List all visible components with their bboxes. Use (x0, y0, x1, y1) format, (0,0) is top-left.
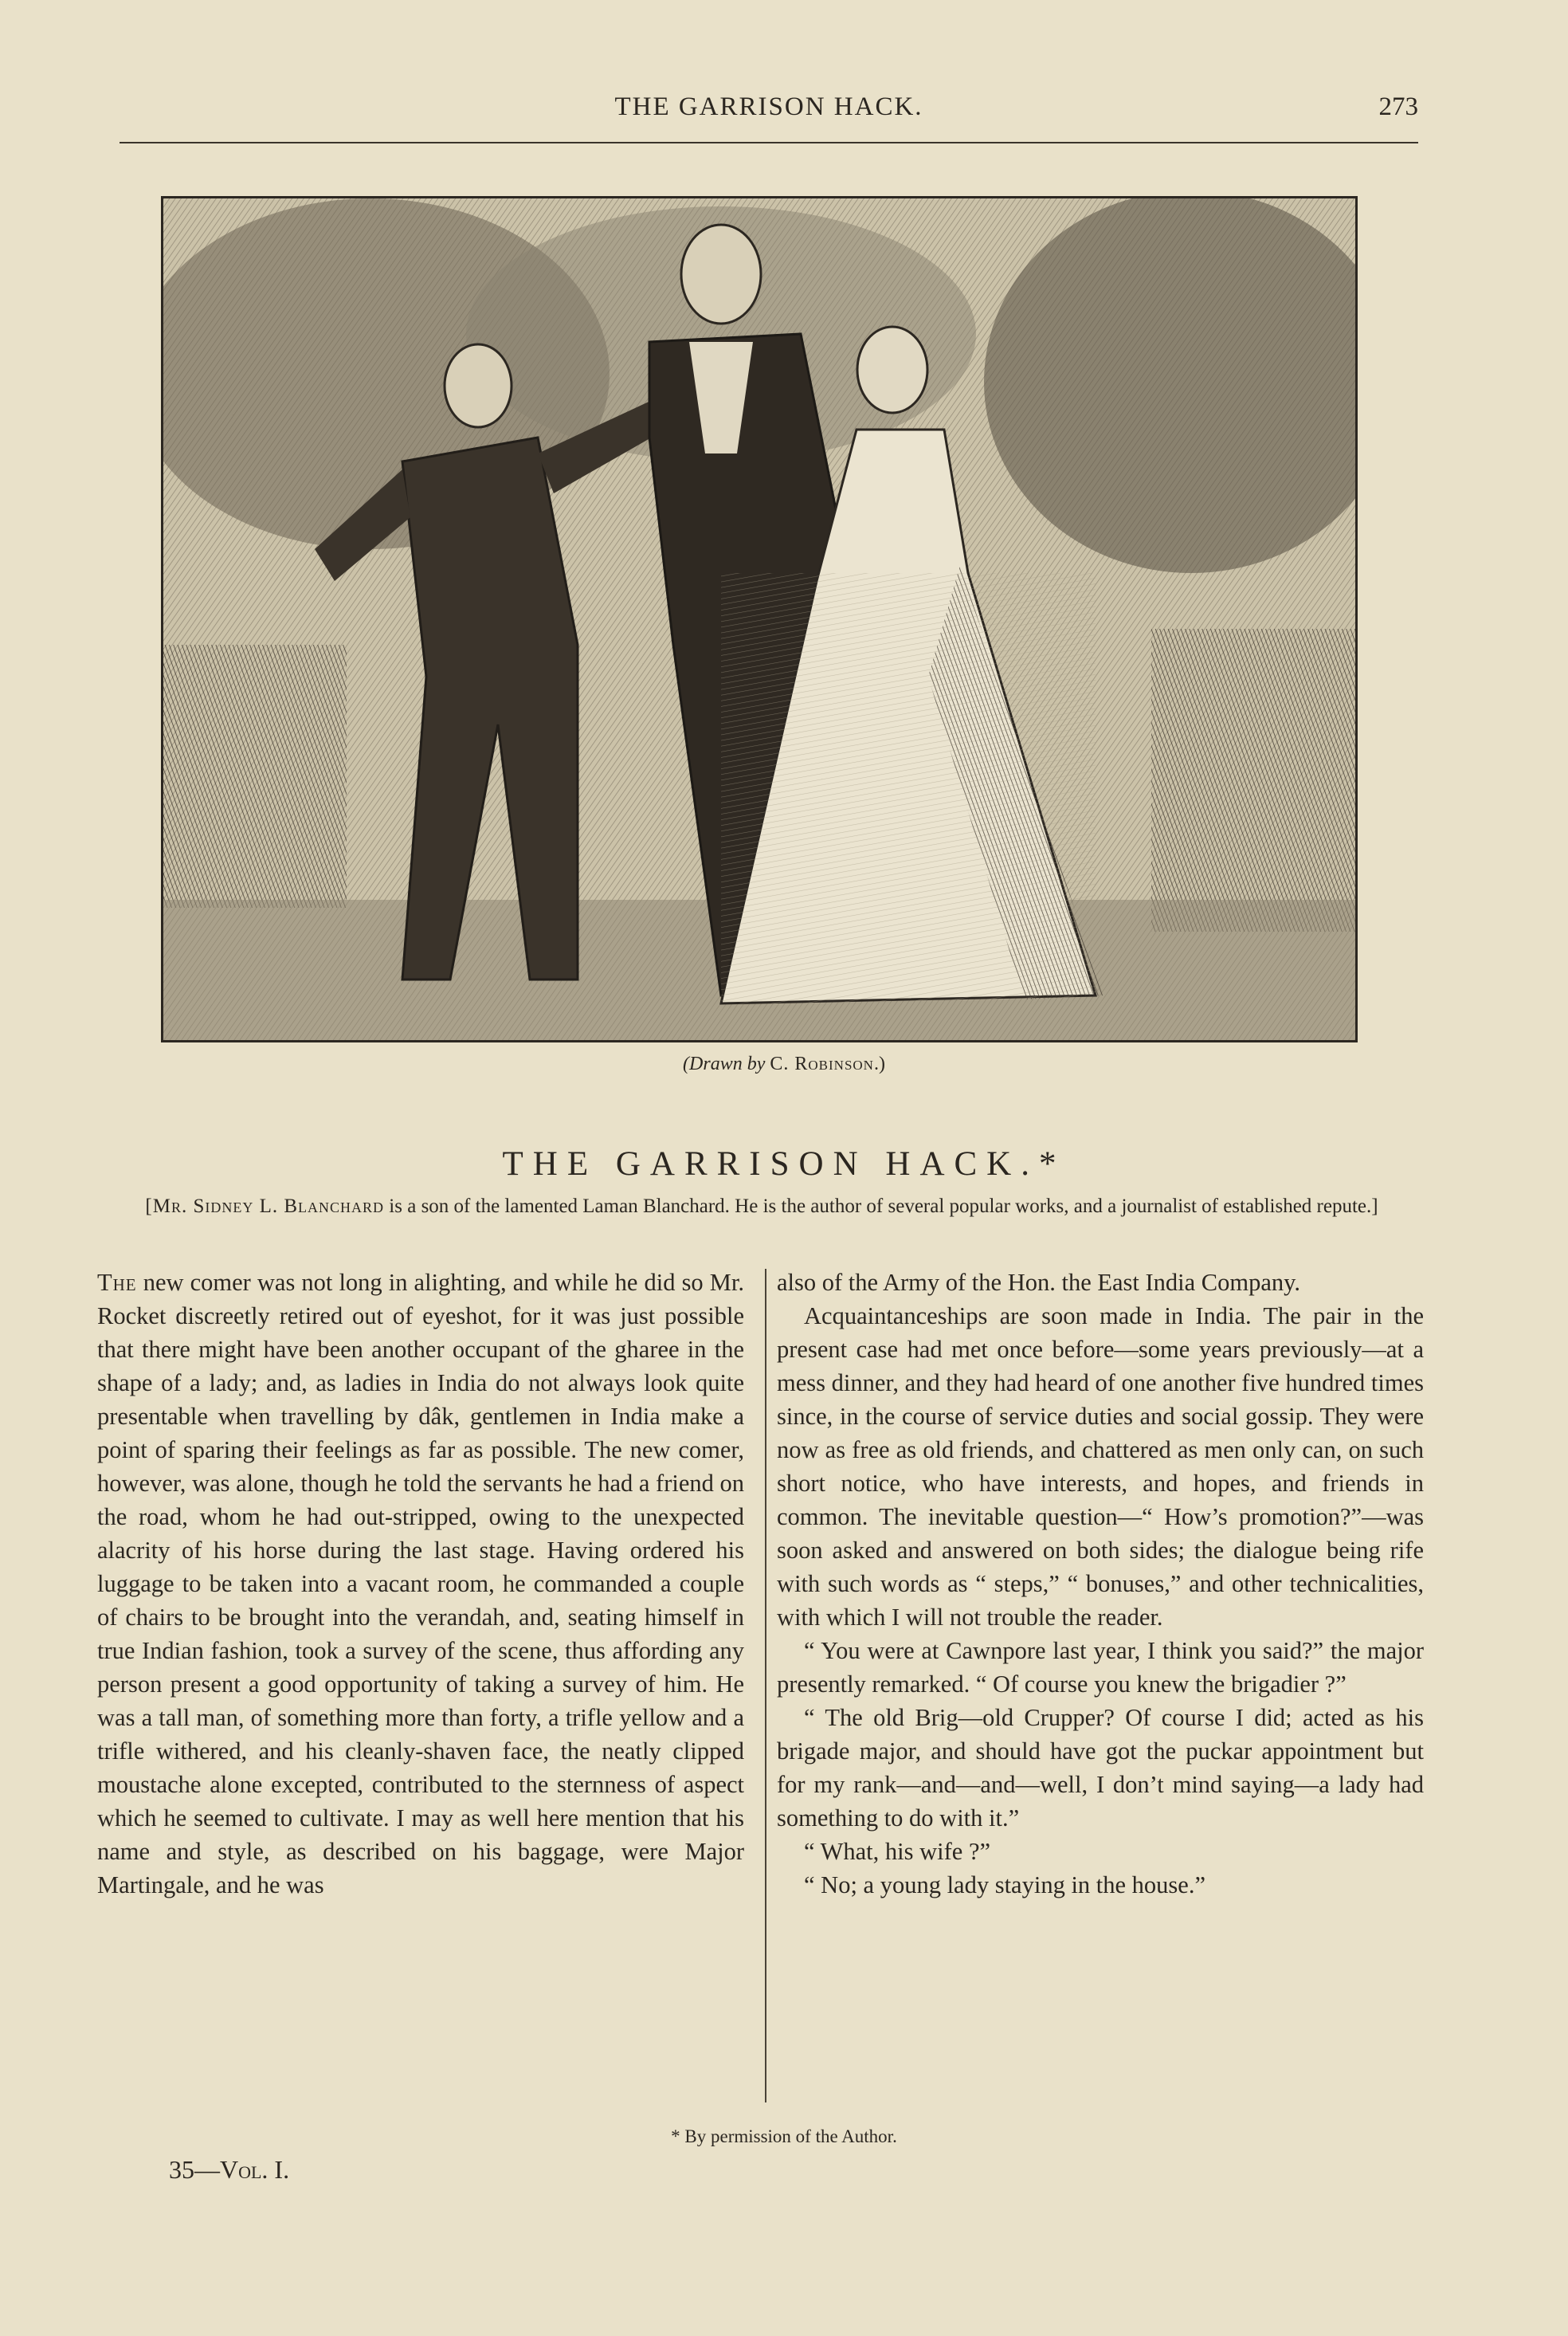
credit-prefix: (Drawn by (683, 1054, 766, 1074)
credit-suffix: .) (873, 1054, 885, 1074)
paragraph: “ What, his wife ?” (804, 1838, 991, 1865)
paragraph: Acquaintanceships are soon made in India. The pair in the present case had met once before—some years previously—at a mess dinner, and they had heard of one another five hundred times since, in the course of service duties and social gossip. They were now as free as old friends, and chattered as men only can, on such short notice, who have interests, and hopes, and friends in common. The inevitable question—“ How’s promotion?”—was soon asked and answered on both sides; the dialogue being rife with such words as “ steps,” “ bonuses,” and other technicalities, with which I will not trouble the reader. (777, 1302, 1424, 1631)
paragraph (97, 1266, 744, 1902)
illustration-credit (0, 1054, 1568, 1075)
intro-text: is a son of the lamented Laman Blanchard. He is the author of several popular works, and a journalist of established repute.] (384, 1195, 1378, 1217)
right-column (777, 1266, 1424, 1902)
running-head (120, 92, 1418, 132)
credit-name: C. Robinson (770, 1054, 874, 1074)
paragraph: “ The old Brig—old Crupper? Of course I did; acted as his brigade major, and should have got the puckar appointment but for my rank—and—and—well, I don’t mind saying—a lady had something to do with it.” (777, 1704, 1424, 1832)
header-rule (120, 142, 1418, 143)
column-rule (765, 1269, 766, 2102)
signature-number: 35— (169, 2155, 220, 2184)
paragraph: “ You were at Cawnpore last year, I think you said?” the major presently remarked. “ Of course you knew the brigadier ?” (777, 1637, 1424, 1698)
signature-volume: Vol. I. (220, 2155, 290, 2184)
signature-mark (169, 2155, 289, 2185)
engraving-illustration (161, 196, 1358, 1042)
left-column (97, 1266, 744, 1902)
running-title: THE GARRISON HACK. (614, 92, 923, 121)
intro-author: [Mr. Sidney L. Blanchard (145, 1195, 385, 1217)
article-title: THE GARRISON HACK.* (502, 1145, 1066, 1183)
paragraph-text: new comer was not long in alighting, and while he did so Mr. Rocket discreetly retired out of eyeshot, for it was just possible that there might have been another occupant of the gharee in the shape of a lady; and, as ladies in India do not always look quite presentable when travelling by dâk, gentlemen in India make a point of sparing their feelings as far as possible. The new comer, however, was alone, though he told the servants he had a friend on the road, whom he had out-stripped, owing to the unexpected alacrity of his horse during the last stage. Having ordered his luggage to be taken into a vacant room, he commanded a couple of chairs to be brought into the verandah, and, seating himself in true Indian fashion, took a survey of the scene, thus affording any person present a good opportunity of taking a survey of him. He was a tall man, of something more than forty, a trifle yellow and a trifle withered, and his cleanly-shaven face, the neatly clipped moustache alone excepted, contributed to the sternness of aspect which he seemed to cultivate. I may as well here mention that his name and style, as described on his baggage, were Major Martingale, and he was (97, 1269, 744, 1898)
engraving-picture (163, 198, 1355, 1040)
paragraph-lead: The (97, 1269, 137, 1296)
paragraph: also of the Army of the Hon. the East India Company. (777, 1269, 1301, 1296)
article-intro (96, 1194, 1428, 1219)
footnote: * By permission of the Author. (671, 2126, 897, 2146)
page-number: 273 (1378, 92, 1418, 121)
paragraph: “ No; a young lady staying in the house.” (804, 1871, 1205, 1898)
